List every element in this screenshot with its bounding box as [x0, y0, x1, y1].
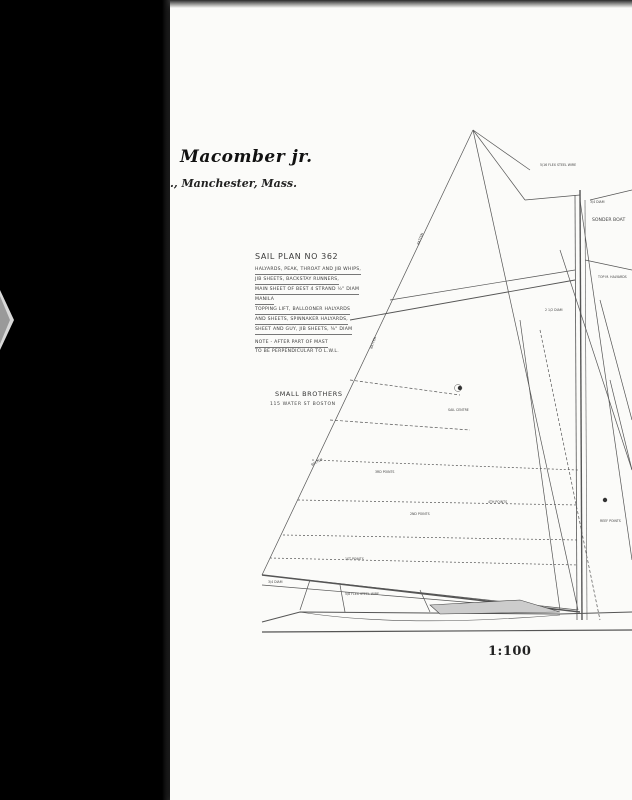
- label-boom: 5/8 FLEX STEEL WIRE: [345, 592, 380, 596]
- label-batten-low: BATTEN: [310, 457, 324, 467]
- label-top-stay: 5/16 FLEX STEEL WIRE: [540, 163, 577, 167]
- mast-line: [580, 190, 582, 620]
- sail-plan-spec: SHEET AND GUY, JIB SHEETS, ⅜" DIAM: [255, 326, 352, 335]
- sail-plan-title: SAIL PLAN NO 362: [255, 252, 339, 261]
- label-reef-3: 2ND POINTS: [410, 512, 430, 516]
- reef-line: [270, 558, 578, 565]
- label-batten-upper: BATTEN: [416, 232, 425, 246]
- scale-label: 1:100: [488, 644, 532, 659]
- label-right: TOP M. HALYARDS: [598, 275, 627, 279]
- sail-plan-spec: TOPPING LIFT, BALLOONER HALYARDS: [255, 306, 350, 315]
- main-gaff-line: [262, 130, 473, 575]
- label-reef-2: 3RD POINTS: [375, 470, 395, 474]
- sail-plan-note: TO BE PERPENDICULAR TO L.W.L.: [255, 349, 339, 354]
- firm-address: 115 WATER ST BOSTON: [270, 402, 336, 407]
- jib-stay: [580, 200, 632, 560]
- label-batten-mid: BATTEN: [369, 336, 378, 350]
- document-title: Macomber jr.: [180, 147, 313, 167]
- reef-line: [298, 500, 578, 505]
- firm-name: SMALL BROTHERS: [275, 390, 343, 398]
- label-sonder: SONDER BOAT: [592, 218, 626, 223]
- label-reef-4: 1ST POINTS: [345, 557, 364, 561]
- sail-plan-spec: AND SHEETS, SPINNAKER HALYARDS,: [255, 316, 348, 325]
- label-jib-reef: REEF POINTS: [600, 519, 621, 523]
- label-sail-centre: SAIL CENTRE: [448, 408, 469, 412]
- label-reef-1: 4TH POINTS: [488, 500, 508, 504]
- reef-line: [283, 535, 578, 540]
- sail-plan-spec: HALYARDS, PEAK, THROAT AND JIB WHIPS,: [255, 266, 361, 275]
- sail-plan-spec: MANILA: [255, 296, 274, 305]
- gaff-line: [350, 280, 575, 320]
- label-peak: 3/4 DIAM: [590, 200, 605, 204]
- document-subtitle: ., Manchester, Mass.: [170, 177, 297, 190]
- main-luff-line: [473, 130, 578, 610]
- sail-plan-spec: JIB SHEETS, BACKSTAY RUNNERS,: [255, 276, 339, 285]
- label-bowsprit: 3/4 DIAM: [268, 580, 283, 584]
- sail-plan-spec: MAIN SHEET OF BEST 4 STRAND ½" DIAM: [255, 286, 359, 295]
- sail-plan-note: NOTE - AFTER PART OF MAST: [255, 339, 328, 348]
- label-spreader: 2 1/2 DIAM: [545, 308, 563, 312]
- reef-line: [312, 460, 578, 470]
